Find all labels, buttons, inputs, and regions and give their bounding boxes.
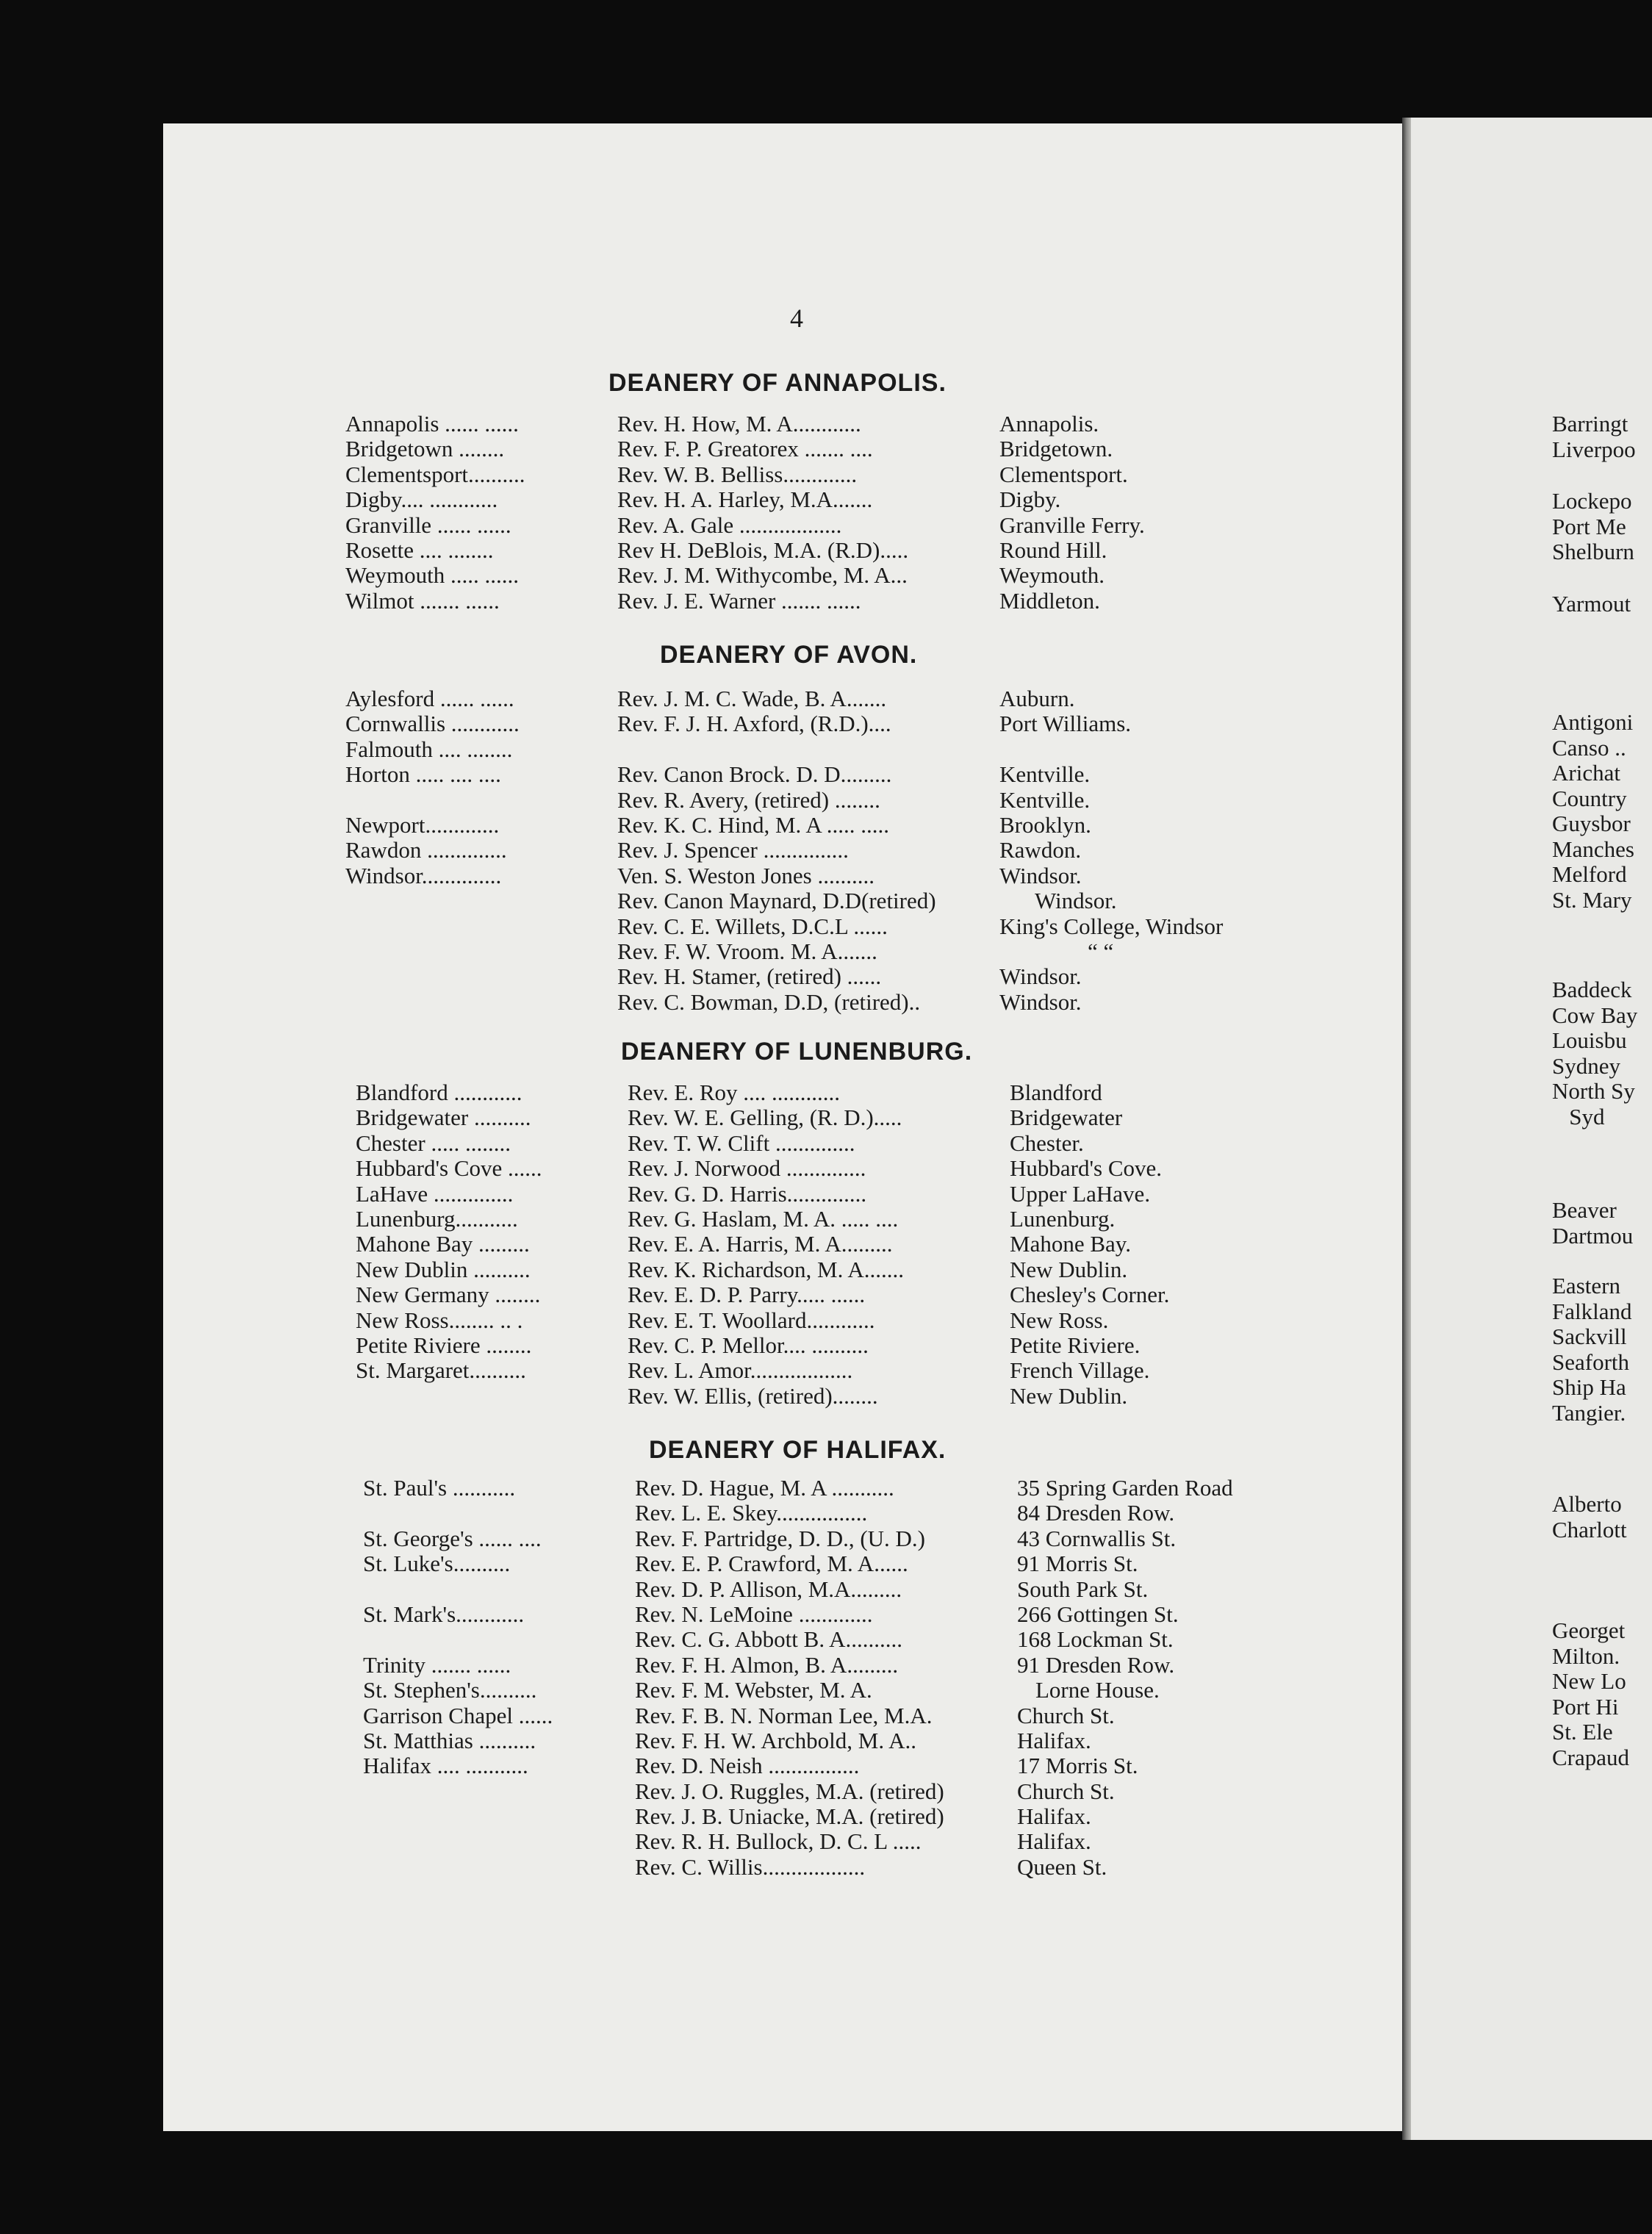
clergy-name: Rev. L. Amor.................. [628,1357,853,1384]
right-page-line: North Sy [1552,1078,1635,1104]
residence: Kentville. [999,761,1091,788]
right-page-line: Baddeck [1552,977,1632,1002]
table-row [345,964,1301,989]
table-row [363,1526,1318,1551]
parish-name: Hubbard's Cove ...... [356,1155,542,1182]
table-row [363,1804,1318,1829]
clergy-name: Rev. C. P. Mellor.... .......... [628,1332,869,1358]
residence: 84 Dresden Row. [1017,1500,1175,1526]
ditto-marks: “ “ [1088,938,1114,964]
table-row [356,1131,1311,1156]
clergy-name: Rev. F. H. Almon, B. A......... [635,1651,899,1678]
right-page-line: Yarmout [1552,591,1631,617]
parish-name: Wilmot ....... ...... [345,587,500,614]
table-row [345,990,1301,1015]
table-row [363,1653,1318,1678]
residence: Mahone Bay. [1010,1231,1132,1257]
clergy-name: Rev. H. Stamer, (retired) ...... [617,963,882,990]
clergy-name: Rev. G. D. Harris.............. [628,1180,867,1207]
residence: Annapolis. [999,411,1099,437]
table-row [356,1156,1311,1181]
residence: Windsor. [999,988,1082,1015]
table-row [356,1207,1311,1232]
table-row [363,1728,1318,1753]
right-page-line: Port Hi [1552,1693,1619,1720]
clergy-name: Rev. R. Avery, (retired) ........ [617,786,880,813]
residence: Halifax. [1017,1828,1091,1855]
table-row [345,762,1301,787]
residence: 91 Dresden Row. [1017,1651,1175,1678]
right-page-line: Charlott [1552,1516,1627,1542]
table-row [345,513,1301,538]
right-page-group [1552,1274,1632,1426]
parish-name: Digby.... ............ [345,486,498,513]
clergy-name: Rev. F. J. H. Axford, (R.D.).... [617,711,891,737]
clergy-name: Rev. D. Hague, M. A ........... [635,1475,894,1501]
right-page-line: St. Mary [1552,886,1632,913]
right-page-group [1552,1198,1633,1249]
parish-name: Bridgewater .......... [356,1105,531,1131]
table-row [345,737,1301,762]
right-page-line: Guysbor [1552,811,1631,836]
parish-name: Horton ..... .... .... [345,761,501,788]
right-page-line: Cow Bay [1552,1002,1638,1028]
parish-name: Rawdon .............. [345,837,507,863]
parish-name: Trinity ....... ...... [363,1651,511,1678]
right-page-line: Antigoni [1552,709,1634,735]
deanery-heading-avon: DEANERY OF AVON. [660,641,918,669]
table-row [345,888,1301,913]
right-page-line: Lockepo [1552,488,1632,514]
table-row [345,437,1301,461]
clergy-name: Rev. E. P. Crawford, M. A...... [635,1551,908,1577]
table-row [363,1627,1318,1652]
parish-name: St. George's ...... .... [363,1525,542,1551]
table-row [345,939,1301,964]
residence: Lorne House. [1035,1677,1160,1703]
right-page-line: Beaver [1552,1197,1617,1223]
page-number: 4 [790,304,803,333]
deanery-list-halifax [363,1476,1318,1880]
residence: Windsor. [1035,888,1117,914]
clergy-name: Rev. C. Bowman, D.D, (retired).. [617,988,921,1015]
right-page-line: Seaforth [1552,1348,1630,1375]
table-row [356,1384,1311,1409]
parish-name: Blandford ............ [356,1080,522,1105]
parish-name: St. Matthias .......... [363,1727,536,1753]
table-row [345,838,1301,863]
table-row [356,1308,1311,1333]
residence: Church St. [1017,1702,1115,1728]
clergy-name: Rev. C. G. Abbott B. A.......... [635,1626,902,1653]
residence: Weymouth. [999,562,1105,589]
table-row [356,1257,1311,1282]
parish-name: Lunenburg........... [356,1205,518,1232]
residence: Queen St. [1017,1853,1107,1880]
residence: Hubbard's Cove. [1010,1155,1163,1182]
clergy-name: Rev. E. T. Woollard............ [628,1307,875,1333]
clergy-name: Rev. D. P. Allison, M.A......... [635,1576,902,1602]
residence: Blandford [1010,1080,1102,1105]
right-page-group [1552,489,1634,565]
table-row [345,589,1301,614]
table-row [345,538,1301,563]
parish-name: Annapolis ...... ...... [345,411,519,437]
residence: Chester. [1010,1129,1084,1156]
clergy-name: Rev. F. H. W. Archbold, M. A.. [635,1727,917,1753]
right-page-group [1552,1618,1629,1770]
clergy-name: Rev. H. A. Harley, M.A....... [617,486,873,513]
deanery-heading-annapolis: DEANERY OF ANNAPOLIS. [608,369,947,397]
clergy-name: Rev H. DeBlois, M.A. (R.D)..... [617,536,909,563]
parish-name: LaHave .............. [356,1180,514,1207]
parish-name: St. Luke's.......... [363,1551,511,1577]
table-row [345,462,1301,487]
table-row [345,686,1301,711]
right-page-line: Louisbu [1552,1027,1627,1053]
table-row [363,1476,1318,1501]
table-row [356,1282,1311,1307]
deanery-list-lunenburg [356,1080,1311,1409]
parish-name: St. Margaret.......... [356,1357,526,1384]
residence: 17 Morris St. [1017,1753,1138,1779]
parish-name: Rosette .... ........ [345,536,494,563]
right-page-line: St. Ele [1552,1719,1613,1745]
clergy-name: Rev. C. E. Willets, D.C.L ...... [617,913,888,939]
clergy-name: Rev. J. B. Uniacke, M.A. (retired) [635,1803,944,1830]
right-page-line: Milton. [1552,1642,1620,1669]
right-page-group [1552,412,1636,462]
residence: Petite Riviere. [1010,1332,1141,1358]
right-page-line: Liverpoo [1552,436,1636,462]
right-page-line: Alberto [1552,1491,1622,1517]
table-row [363,1577,1318,1602]
clergy-name: Rev. F. W. Vroom. M. A....... [617,938,877,964]
residence: Halifax. [1017,1803,1091,1830]
right-page-group [1552,710,1634,913]
table-row [363,1829,1318,1854]
right-page-line: Shelburn [1552,539,1634,564]
table-row [356,1080,1311,1105]
deanery-heading-lunenburg: DEANERY OF LUNENBURG. [621,1038,973,1066]
parish-name: New Ross........ .. . [356,1307,523,1333]
deanery-list-avon [345,686,1301,1015]
clergy-name: Rev. J. O. Ruggles, M.A. (retired) [635,1778,944,1804]
residence: Bridgetown. [999,436,1113,462]
parish-name: New Dublin .......... [356,1256,531,1282]
table-row [363,1501,1318,1526]
residence: Clementsport. [999,461,1128,487]
residence: South Park St. [1017,1576,1149,1602]
right-page-line: Canso .. [1552,734,1626,761]
parish-name: Granville ...... ...... [345,511,511,538]
table-row [345,711,1301,736]
residence: 266 Gottingen St. [1017,1601,1179,1627]
right-page-line: Tangier. [1552,1399,1626,1426]
clergy-name: Rev. T. W. Clift .............. [628,1129,855,1156]
table-row [363,1753,1318,1778]
residence: Round Hill. [999,536,1107,563]
residence: Digby. [999,486,1061,513]
residence: Kentville. [999,786,1091,813]
residence: 43 Cornwallis St. [1017,1525,1177,1551]
parish-name: St. Paul's ........... [363,1475,516,1501]
parish-name: Newport............. [345,811,500,838]
right-page-line: Falkland [1552,1298,1632,1324]
right-page-line: Crapaud [1552,1744,1630,1770]
table-row [345,563,1301,588]
right-page-group [1552,592,1631,617]
right-page-line: Manches [1552,836,1634,862]
clergy-name: Rev. G. Haslam, M. A. ..... .... [628,1205,899,1232]
clergy-name: Rev. W. Ellis, (retired)........ [628,1382,878,1409]
table-row [345,813,1301,838]
residence: Auburn. [999,686,1075,711]
right-page-line: New Lo [1552,1668,1626,1694]
right-page-line: Country [1552,785,1627,811]
clergy-name: Rev. F. B. N. Norman Lee, M.A. [635,1702,933,1728]
residence: Middleton. [999,587,1100,614]
right-page-line: Georget [1552,1617,1626,1643]
parish-name: Cornwallis ............ [345,711,520,737]
table-row [363,1779,1318,1804]
right-page-group [1552,977,1637,1129]
clergy-name: Rev. J. Norwood .............. [628,1155,866,1182]
residence: Lunenburg. [1010,1205,1116,1232]
clergy-name: Rev. R. H. Bullock, D. C. L ..... [635,1828,922,1855]
residence: 91 Morris St. [1017,1551,1138,1577]
parish-name: Falmouth .... ........ [345,736,513,762]
parish-name: Garrison Chapel ...... [363,1702,553,1728]
table-row [345,863,1301,888]
residence: Windsor. [999,963,1082,990]
clergy-name: Ven. S. Weston Jones .......... [617,862,875,888]
clergy-name: Rev. E. A. Harris, M. A......... [628,1231,893,1257]
clergy-name: Rev. C. Willis.................. [635,1853,866,1880]
right-page-line: Sydney [1552,1052,1620,1079]
clergy-name: Rev. J. M. Withycombe, M. A... [617,562,908,589]
residence: Granville Ferry. [999,511,1145,538]
clergy-name: Rev. J. Spencer ............... [617,837,849,863]
table-row [356,1358,1311,1383]
right-page-line: Eastern [1552,1273,1620,1299]
clergy-name: Rev. K. C. Hind, M. A ..... ..... [617,811,890,838]
clergy-name: Rev. N. LeMoine ............. [635,1601,873,1627]
clergy-name: Rev. Canon Maynard, D.D(retired) [617,888,936,914]
table-row [363,1855,1318,1880]
clergy-name: Rev. K. Richardson, M. A....... [628,1256,904,1282]
parish-name: Bridgetown ........ [345,436,505,462]
right-page-line: Syd [1552,1103,1605,1129]
residence: 168 Lockman St. [1017,1626,1174,1653]
residence: French Village. [1010,1357,1150,1384]
clergy-name: Rev. H. How, M. A............ [617,411,861,437]
parish-name: New Germany ........ [356,1282,541,1308]
clergy-name: Rev. W. B. Belliss............. [617,461,858,487]
table-row [356,1182,1311,1207]
clergy-name: Rev. W. E. Gelling, (R. D.)..... [628,1105,902,1131]
parish-name: Halifax .... ........... [363,1753,528,1779]
table-row [345,788,1301,813]
table-row [363,1703,1318,1728]
deanery-list-annapolis [345,412,1301,614]
clergy-name: Rev. D. Neish ................ [635,1753,860,1779]
residence: Halifax. [1017,1727,1091,1753]
residence: Upper LaHave. [1010,1180,1151,1207]
clergy-name: Rev. Canon Brock. D. D......... [617,761,892,788]
parish-name: Windsor.............. [345,862,502,888]
clergy-name: Rev. L. E. Skey................ [635,1500,868,1526]
residence: Brooklyn. [999,811,1091,838]
right-page-line: Ship Ha [1552,1374,1626,1400]
clergy-name: Rev. J. E. Warner ....... ...... [617,587,861,614]
clergy-name: Rev. E. D. P. Parry..... ...... [628,1282,866,1308]
residence: Church St. [1017,1778,1115,1804]
residence: King's College, Windsor [999,913,1224,939]
residence: Bridgewater [1010,1105,1123,1131]
clergy-name: Rev. F. P. Greatorex ....... .... [617,436,873,462]
parish-name: Clementsport.......... [345,461,525,487]
residence: New Ross. [1010,1307,1109,1333]
parish-name: Mahone Bay ......... [356,1231,530,1257]
parish-name: St. Mark's............ [363,1601,525,1627]
clergy-name: Rev. J. M. C. Wade, B. A....... [617,686,887,711]
table-row [345,914,1301,939]
residence: New Dublin. [1010,1256,1128,1282]
table-row [356,1232,1311,1257]
residence: Chesley's Corner. [1010,1282,1170,1308]
clergy-name: Rev. F. M. Webster, M. A. [635,1677,872,1703]
table-row [363,1551,1318,1576]
right-page-line: Barringt [1552,411,1628,437]
right-page-line: Sackvill [1552,1323,1627,1349]
residence: Rawdon. [999,837,1082,863]
residence: Port Williams. [999,711,1132,737]
table-row [363,1602,1318,1627]
residence: New Dublin. [1010,1382,1128,1409]
parish-name: Petite Riviere ........ [356,1332,532,1358]
parish-name: Aylesford ...... ...... [345,686,514,711]
residence: 35 Spring Garden Road [1017,1475,1233,1501]
deanery-heading-halifax: DEANERY OF HALIFAX. [649,1436,947,1464]
table-row [363,1678,1318,1703]
right-page-line: Arichat [1552,760,1620,786]
table-row [356,1333,1311,1358]
clergy-name: Rev. F. Partridge, D. D., (U. D.) [635,1525,926,1551]
clergy-name: Rev. A. Gale .................. [617,511,842,538]
table-row [356,1105,1311,1130]
table-row [345,487,1301,512]
right-page-group [1552,1492,1627,1542]
right-page-line: Port Me [1552,513,1626,539]
parish-name: Chester ..... ........ [356,1129,511,1156]
right-page-line: Dartmou [1552,1222,1634,1249]
clergy-name: Rev. E. Roy .... ............ [628,1080,841,1105]
table-row [345,412,1301,437]
residence: Windsor. [999,862,1082,888]
right-page-line: Melford [1552,861,1627,887]
parish-name: Weymouth ..... ...... [345,562,520,589]
parish-name: St. Stephen's.......... [363,1677,537,1703]
